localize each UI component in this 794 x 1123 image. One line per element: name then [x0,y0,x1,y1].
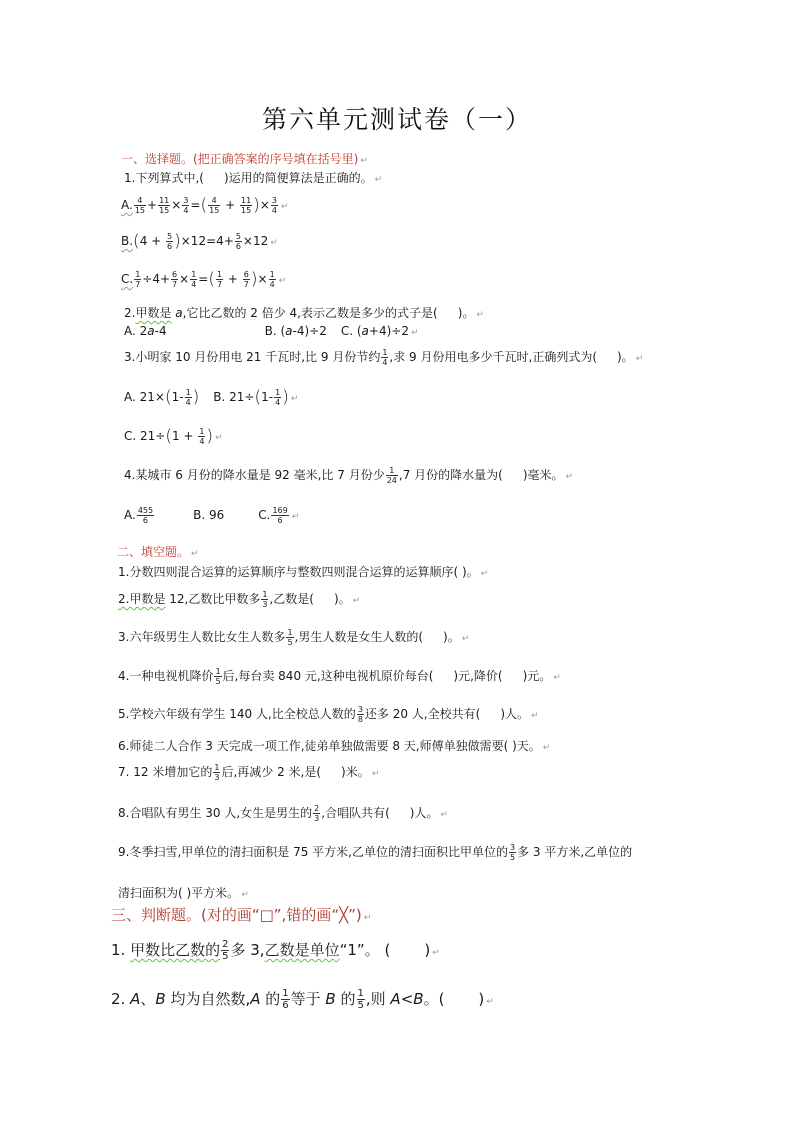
paragraph-return-icon: ↵ [461,634,470,644]
fill-item-6 [118,737,550,757]
fill-item-4: 4.一种电视机降价 $\frac{1}{5}$ 后,每台卖 840 元,这种电视机原价每台( )元,降价( )元。 ↵ [118,667,561,686]
paragraph-return-icon: ↵ [531,711,539,721]
q1-option-c: C. $\frac{1}{7}$ ÷4+ $\frac{6}{7}$ × $\frac{1}{4}$ =( $\frac{1}{7}$ + $\frac{6}{7}$ )× $\frac{1}{4}$ ↵ [121,269,287,290]
q3-options-ab [124,388,298,414]
section-2-heading [117,543,199,563]
q4-option-b: B. 96 [193,508,225,522]
section-3-heading-text: 三、判断题。(对的画“□”,错的画“╳”) [111,906,362,924]
q3-option-a: A. 21×(1- $\frac{1}{4}$ ) [124,387,200,408]
q3-option-c: C. 21÷(1 + $\frac{1}{4}$ ) ↵ [124,426,223,447]
q4-option-c: C. $\frac{169}{6}$ [258,506,288,525]
paragraph-return-icon: ↵ [290,394,299,404]
fill-item-7: 7. 12 米增加它的 $\frac{1}{3}$ 后,再减少 2 米,是( )米。 ↵ [118,763,380,782]
paragraph-return-icon: ↵ [480,569,489,579]
q2-option-b: B. (a-4)÷2 [264,324,327,338]
fill-item-9-continued [118,884,249,904]
fill-item-8: 8.合唱队有男生 30 人,女生是男生的 $\frac{2}{3}$ ,合唱队共有( )人。 ↵ [118,804,448,823]
paragraph-return-icon: ↵ [360,156,368,166]
q2-option-a: A. 2a-4 [124,324,167,338]
q3-stem: 3.小明家 10 月份用电 21 千瓦时,比 9 月份节约 $\frac{1}{4}$ ,求 9 月份用电多少千瓦时,正确列式为( )。 ↵ [124,348,644,367]
q1-stem: 1.下列算式中,( )运用的简便算法是正确的。 ↵ [124,171,383,185]
judge-item-2: 2. A、B 均为自然数,A 的 $\frac{1}{6}$ 等于 B 的 $\frac{1}{5}$ ,则 A<B。( ) ↵ [111,988,494,1011]
paragraph-return-icon: ↵ [278,276,287,286]
section-1-heading [121,150,368,170]
q4-option-a: A. $\frac{455}{6}$ [124,506,154,525]
fill-item-6-text: 6.师徒二人合作 3 天完成一项工作,徒弟单独做需要 8 天,师傅单独做需要( )天。 [118,739,541,753]
q3-option-b: B. 21÷(1- $\frac{1}{4}$ ) [213,387,289,408]
paragraph-return-icon: ↵ [374,175,383,185]
paragraph-return-icon: ↵ [565,472,574,482]
paragraph-return-icon: ↵ [191,549,199,559]
q4-options [124,506,299,532]
paragraph-return-icon: ↵ [486,997,494,1007]
paragraph-return-icon: ↵ [241,890,249,900]
paragraph-return-icon: ↵ [280,202,289,212]
q1-option-b: B.(4 + $\frac{5}{6}$ )×12=4+ $\frac{5}{6}$ ×12 ↵ [121,231,278,252]
fill-item-2: 2.甲数是 12,乙数比甲数多 $\frac{1}{3}$ ,乙数是( )。 ↵ [118,590,361,609]
section-2-heading-text: 二、填空题。 [117,545,190,559]
fill-item-5: 5.学校六年级有学生 140 人,比全校总人数的 $\frac{3}{8}$ 还多 20 人,全校共有( )人。 ↵ [118,705,539,724]
q2-stem: 2.甲数是 a,它比乙数的 2 倍少 4,表示乙数是多少的式子是( )。 ↵ [124,306,484,320]
paragraph-return-icon: ↵ [270,238,278,248]
paragraph-return-icon: ↵ [363,913,372,923]
paragraph-return-icon: ↵ [553,673,561,683]
q2-options [124,322,419,342]
paragraph-return-icon: ↵ [476,310,484,320]
paragraph-return-icon: ↵ [440,810,448,820]
q4-stem: 4.某城市 6 月份的降水量是 92 毫米,比 7 月份少 $\frac{1}{24}$ ,7 月份的降水量为( )毫米。 ↵ [124,466,574,485]
paragraph-return-icon: ↵ [371,769,380,779]
fill-item-9: 9.冬季扫雪,甲单位的清扫面积是 75 平方米,乙单位的清扫面积比甲单位的 $\frac{3}{5}$ 多 3 平方米,乙单位的 [118,843,633,862]
paragraph-return-icon: ↵ [291,512,300,522]
section-1-heading-text: 一、选择题。(把正确答案的序号填在括号里) [121,152,359,166]
paragraph-return-icon: ↵ [352,596,361,606]
q1-option-a: A. $\frac{4}{15}$ + $\frac{11}{15}$ × $\frac{3}{4}$ =( $\frac{4}{15}$ + $\frac{11}{15}$ )× $\frac{3}{4}$ ↵ [121,195,289,216]
paragraph-return-icon: ↵ [432,948,440,958]
fill-item-1 [118,563,488,583]
page-title: 第六单元测试卷（一） [261,105,532,134]
fill-item-1-text: 1.分数四则混合运算的运算顺序与整数四则混合运算的运算顺序( )。 [118,565,479,579]
q2-option-c: C. (a+4)÷2 [340,324,409,338]
paragraph-return-icon: ↵ [635,354,644,364]
paragraph-return-icon: ↵ [215,433,223,443]
section-3-heading [111,904,371,929]
paragraph-return-icon: ↵ [542,743,551,753]
judge-item-1: 1. 甲数比乙数的 $\frac{2}{5}$ 多 3,乙数是单位“1”。 ( ) ↵ [111,939,440,962]
fill-item-3: 3.六年级男生人数比女生人数多 $\frac{1}{5}$ ,男生人数是女生人数的( )。 ↵ [118,628,470,647]
fill-item-9-continued-text: 清扫面积为( )平方米。 [118,886,240,900]
paragraph-return-icon: ↵ [410,328,419,338]
